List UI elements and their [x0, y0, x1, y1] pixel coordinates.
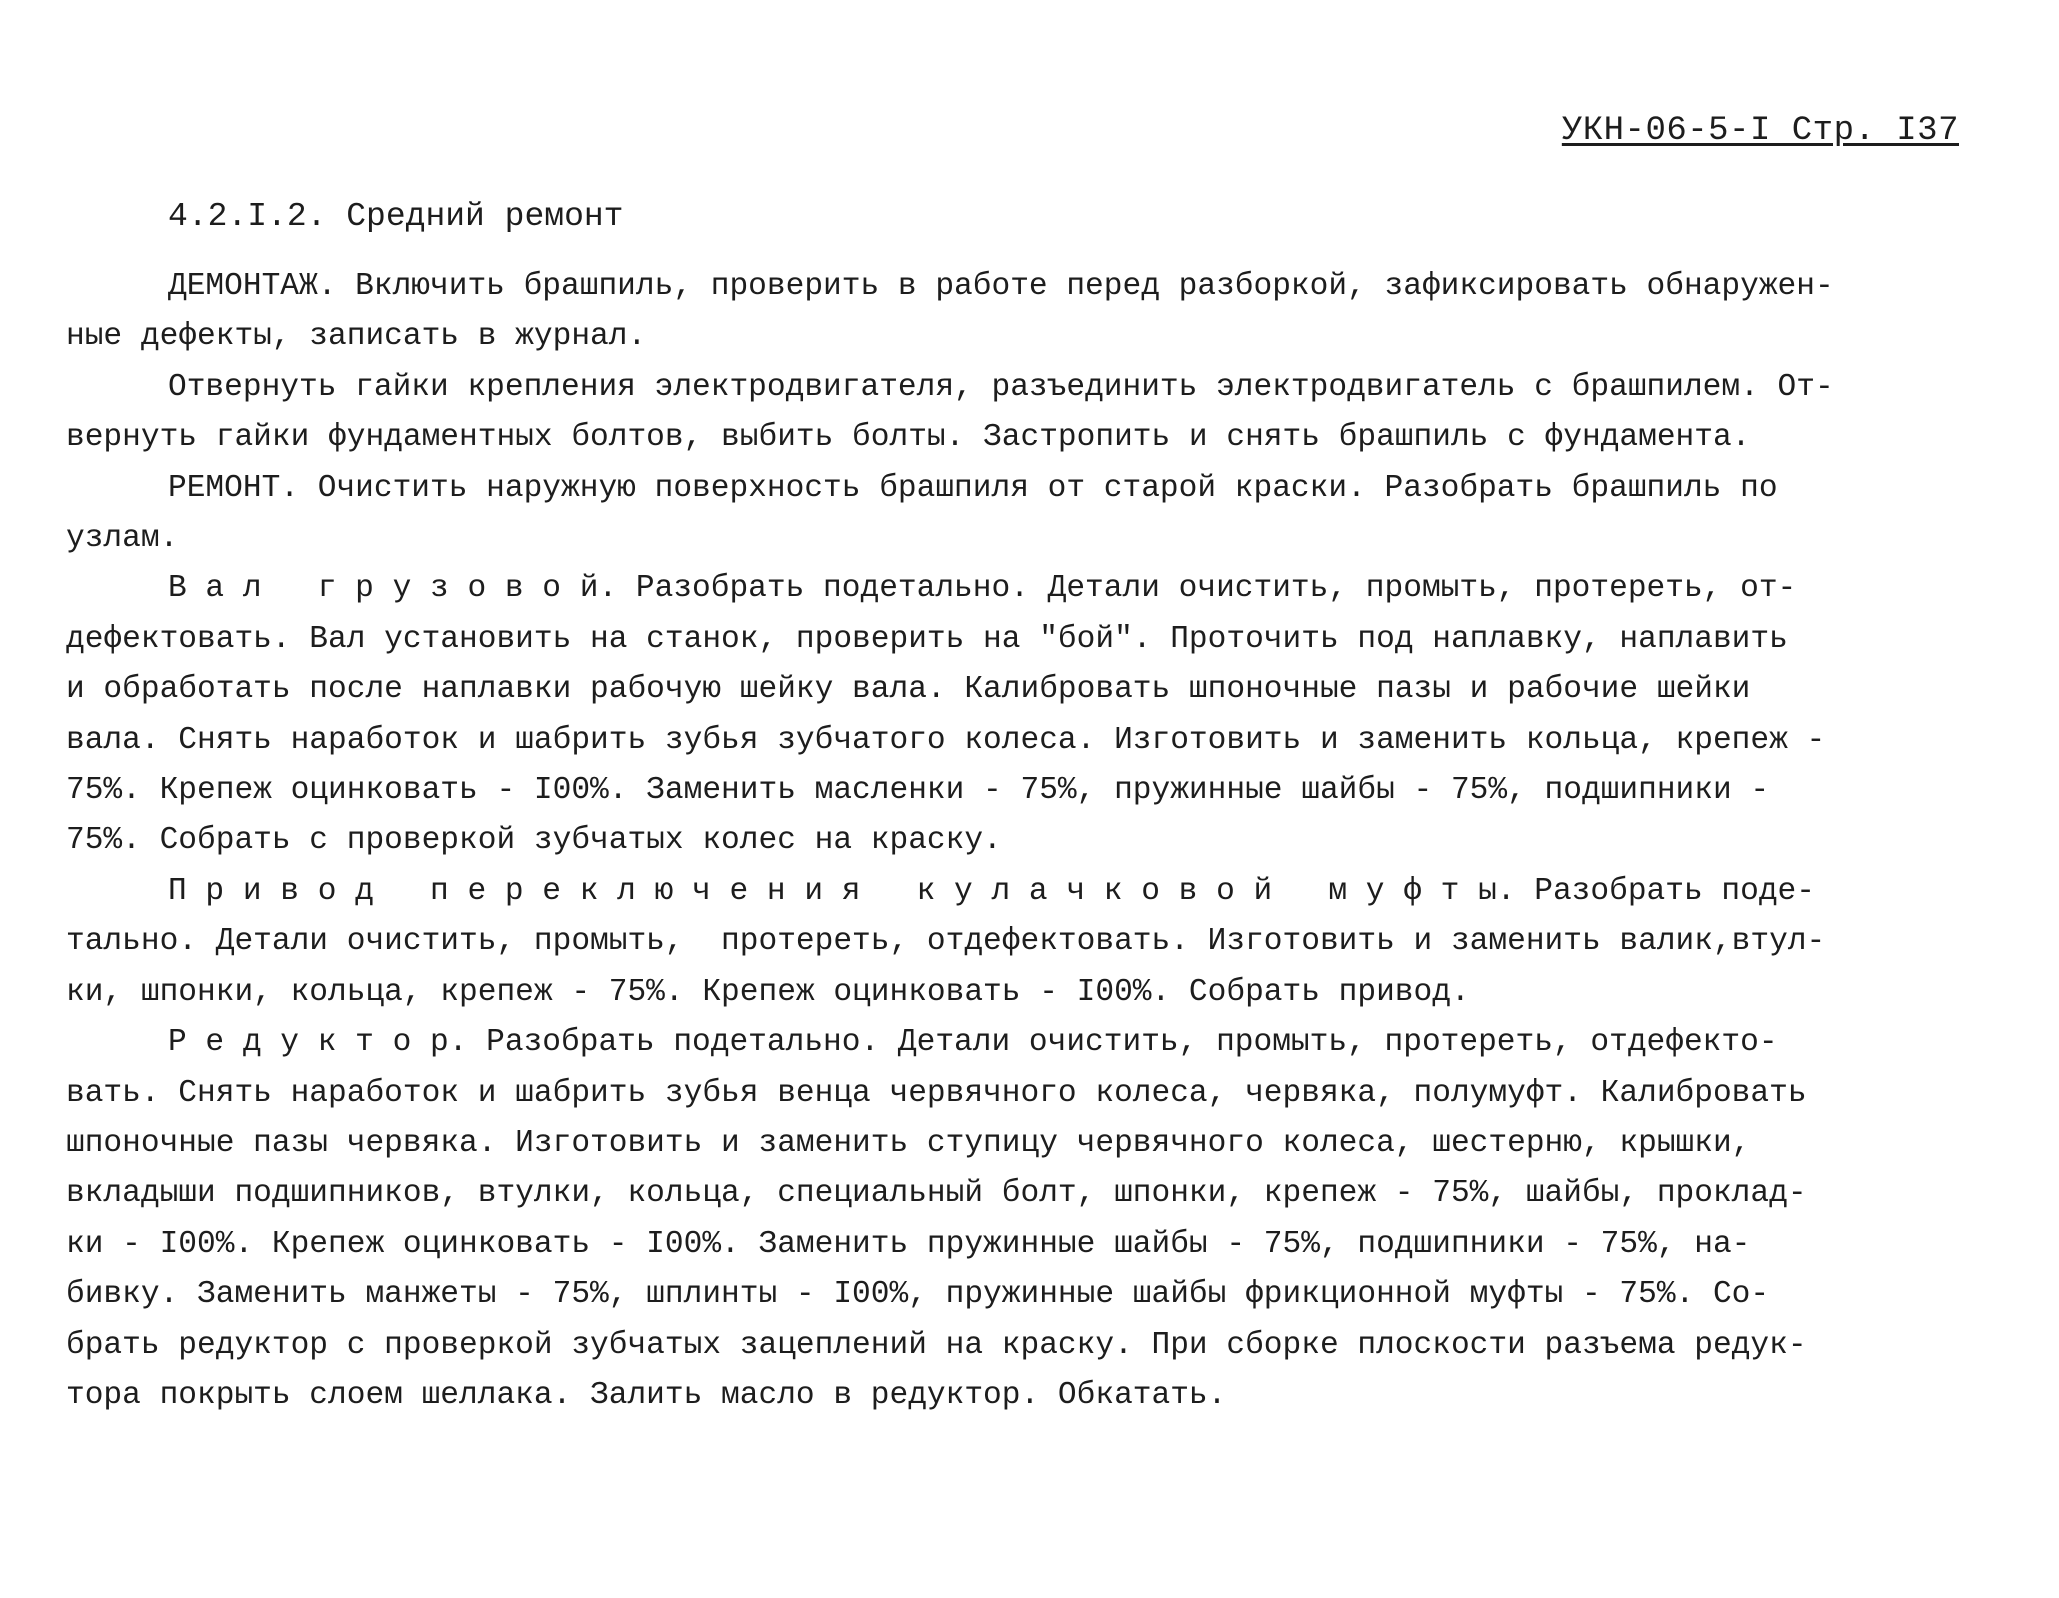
text-line: 75%. Собрать с проверкой зубчатых колес на краску.: [66, 823, 1002, 859]
text-line: Отвернуть гайки крепления электродвигателя, разъединить электродвигатель с брашпилем. От-: [168, 369, 1834, 405]
text-line: вернуть гайки фундаментных болтов, выбить болты. Застропить и снять брашпиль с фундамента.: [66, 420, 1751, 456]
text-line: Р е д у к т о р. Разобрать подетально. Детали очистить, промыть, протереть, отдефекто-: [168, 1025, 1778, 1061]
text-line: ки - I00%. Крепеж оцинковать - I00%. Заменить пружинные шайбы - 75%, подшипники - 75%, на-: [66, 1226, 1751, 1262]
text-line: вала. Снять наработок и шабрить зубья зубчатого колеса. Изготовить и заменить кольца, крепеж -: [66, 722, 1826, 758]
body-text: [66, 262, 1966, 1421]
text-line: и обработать после наплавки рабочую шейку вала. Калибровать шпоночные пазы и рабочие шейки: [66, 672, 1751, 708]
text-line: тально. Детали очистить, промыть, протереть, отдефектовать. Изготовить и заменить валик,втул-: [66, 924, 1826, 960]
section-title: 4.2.I.2. Средний ремонт: [168, 198, 624, 235]
text-line: ные дефекты, записать в журнал.: [66, 319, 647, 355]
text-line: бивку. Заменить манжеты - 75%, шплинты - I00%, пружинные шайбы фрикционной муфты - 75%. Со-: [66, 1277, 1770, 1313]
text-line: вать. Снять наработок и шабрить зубья венца червячного колеса, червяка, полумуфт. Калибровать: [66, 1075, 1807, 1111]
text-line: ДЕМОНТАЖ. Включить брашпиль, проверить в работе перед разборкой, зафиксировать обнаружен-: [168, 269, 1834, 304]
text-line: брать редуктор с проверкой зубчатых зацеплений на краску. При сборке плоскости разъема редук-: [66, 1327, 1807, 1363]
text-line: шпоночные пазы червяка. Изготовить и заменить ступицу червячного колеса, шестерню, крышки,: [66, 1125, 1751, 1161]
text-line: дефектовать. Вал установить на станок, проверить на "бой". Проточить под наплавку, наплавить: [66, 621, 1788, 657]
text-line: 75%. Крепеж оцинковать - I00%. Заменить масленки - 75%, пружинные шайбы - 75%, подшипники -: [66, 773, 1770, 809]
text-line: вкладыши подшипников, втулки, кольца, специальный болт, шпонки, крепеж - 75%, шайбы, проклад-: [66, 1176, 1807, 1212]
text-line: РЕМОНТ. Очистить наружную поверхность брашпиля от старой краски. Разобрать брашпиль по: [168, 470, 1778, 506]
text-line: П р и в о д п е р е к л ю ч е н и я к у л а ч к о в о й м у ф т ы. Разобрать поде-: [168, 873, 1815, 909]
text-line: узлам.: [66, 521, 179, 557]
text-line: В а л г р у з о в о й. Разобрать подетально. Детали очистить, промыть, протереть, от-: [168, 571, 1797, 607]
page-header: УКН-06-5-I Стр. I37: [1561, 112, 1959, 150]
text-line: тора покрыть слоем шеллака. Залить масло в редуктор. Обкатать.: [66, 1377, 1227, 1413]
text-line: ки, шпонки, кольца, крепеж - 75%. Крепеж оцинковать - I00%. Собрать привод.: [66, 974, 1470, 1010]
